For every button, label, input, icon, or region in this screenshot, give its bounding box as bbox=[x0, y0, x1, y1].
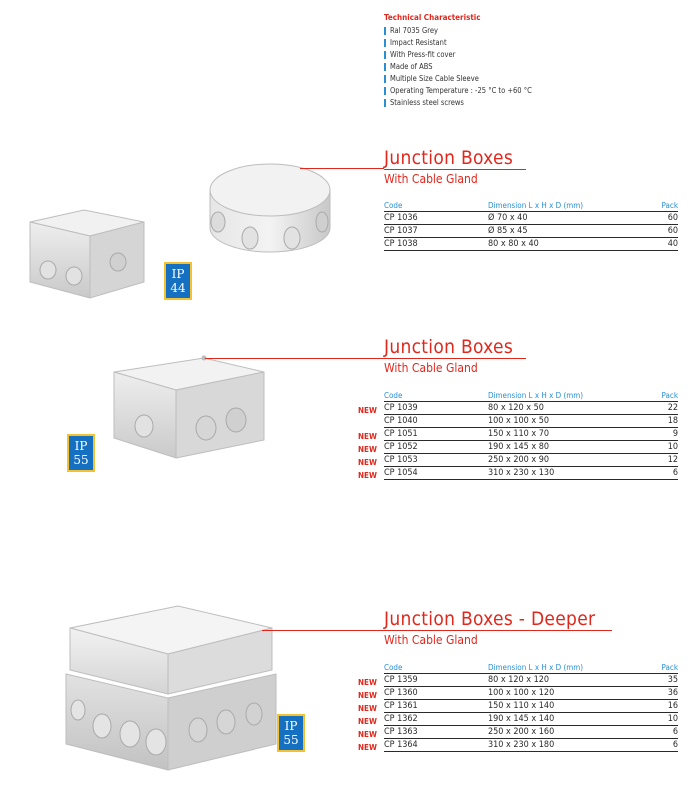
table-row bbox=[384, 713, 678, 726]
tech-item: Made of ABS bbox=[384, 61, 684, 73]
table-header-row bbox=[384, 200, 678, 212]
table-row bbox=[384, 454, 678, 467]
cell-code: CP 1051 bbox=[384, 428, 488, 441]
tech-item: Operating Temperature : -25 °C to +60 °C bbox=[384, 85, 684, 97]
table-row bbox=[384, 700, 678, 713]
table-row bbox=[384, 402, 678, 415]
table-row bbox=[384, 467, 678, 480]
leader-line bbox=[300, 168, 384, 169]
cell-dimension: 150 x 110 x 140 bbox=[488, 700, 638, 713]
badge-bottom: 55 bbox=[73, 453, 89, 467]
cell-dimension: 310 x 230 x 130 bbox=[488, 467, 638, 480]
leader-line bbox=[262, 630, 384, 631]
table-row bbox=[384, 739, 678, 752]
cell-pack: 10 bbox=[638, 441, 678, 454]
technical-characteristics bbox=[384, 12, 684, 109]
table-row bbox=[384, 428, 678, 441]
ip55-badge-icon bbox=[67, 434, 95, 472]
header-code: Code bbox=[384, 662, 488, 674]
cell-code: CP 1036 bbox=[384, 212, 488, 225]
new-badge: NEW bbox=[358, 432, 377, 441]
cell-pack: 18 bbox=[638, 415, 678, 428]
cell-pack: 60 bbox=[638, 225, 678, 238]
table-row bbox=[384, 415, 678, 428]
ip44-badge-icon bbox=[164, 262, 192, 300]
table-row bbox=[384, 238, 678, 251]
table-row bbox=[384, 225, 678, 238]
cell-code: CP 1053 bbox=[384, 454, 488, 467]
new-badge: NEW bbox=[358, 445, 377, 454]
cell-pack: 36 bbox=[638, 687, 678, 700]
new-badge: NEW bbox=[358, 743, 377, 752]
header-pack: Pack bbox=[638, 390, 678, 402]
header-dimension: Dimension L x H x D (mm) bbox=[488, 200, 638, 212]
header-pack: Pack bbox=[638, 200, 678, 212]
cell-code: CP 1363 bbox=[384, 726, 488, 739]
cell-dimension: 250 x 200 x 90 bbox=[488, 454, 638, 467]
cell-code: CP 1362 bbox=[384, 713, 488, 726]
cell-dimension: Ø 70 x 40 bbox=[488, 212, 638, 225]
cell-pack: 10 bbox=[638, 713, 678, 726]
new-markers bbox=[358, 676, 382, 754]
cell-dimension: 150 x 110 x 70 bbox=[488, 428, 638, 441]
cell-pack: 22 bbox=[638, 402, 678, 415]
deep-junction-box-image bbox=[58, 598, 284, 778]
cell-pack: 6 bbox=[638, 726, 678, 739]
cell-pack: 9 bbox=[638, 428, 678, 441]
cell-pack: 6 bbox=[638, 467, 678, 480]
spec-table bbox=[384, 200, 678, 251]
cell-dimension: 80 x 120 x 120 bbox=[488, 674, 638, 687]
cell-dimension: 80 x 120 x 50 bbox=[488, 402, 638, 415]
tech-item: With Press-fit cover bbox=[384, 49, 684, 61]
cell-code: CP 1359 bbox=[384, 674, 488, 687]
cell-code: CP 1361 bbox=[384, 700, 488, 713]
table-row bbox=[384, 441, 678, 454]
cell-pack: 60 bbox=[638, 212, 678, 225]
table-row bbox=[384, 687, 678, 700]
cell-code: CP 1038 bbox=[384, 238, 488, 251]
header-code: Code bbox=[384, 200, 488, 212]
header-dimension: Dimension L x H x D (mm) bbox=[488, 390, 638, 402]
cell-code: CP 1052 bbox=[384, 441, 488, 454]
table-header-row bbox=[384, 390, 678, 402]
spec-table bbox=[384, 390, 678, 480]
new-badge: NEW bbox=[358, 717, 377, 726]
new-badge: NEW bbox=[358, 691, 377, 700]
table-header-row bbox=[384, 662, 678, 674]
tech-item: Multiple Size Cable Sleeve bbox=[384, 73, 684, 85]
tech-item: Impact Resistant bbox=[384, 37, 684, 49]
title-underline bbox=[384, 358, 526, 359]
cell-pack: 6 bbox=[638, 739, 678, 752]
cell-code: CP 1037 bbox=[384, 225, 488, 238]
new-badge: NEW bbox=[358, 704, 377, 713]
cell-dimension: 190 x 145 x 140 bbox=[488, 713, 638, 726]
section-title: Junction Boxes bbox=[384, 336, 514, 358]
cell-pack: 16 bbox=[638, 700, 678, 713]
new-badge: NEW bbox=[358, 458, 377, 467]
ip55-badge-icon bbox=[277, 714, 305, 752]
cell-code: CP 1039 bbox=[384, 402, 488, 415]
cell-pack: 35 bbox=[638, 674, 678, 687]
cell-code: CP 1040 bbox=[384, 415, 488, 428]
section-subtitle: With Cable Gland bbox=[384, 633, 478, 647]
table-row bbox=[384, 212, 678, 225]
new-badge bbox=[358, 417, 382, 430]
cell-pack: 12 bbox=[638, 454, 678, 467]
header-pack: Pack bbox=[638, 662, 678, 674]
tech-title: Technical Characteristic bbox=[384, 13, 481, 22]
cell-pack: 40 bbox=[638, 238, 678, 251]
new-markers bbox=[358, 404, 382, 482]
new-badge: NEW bbox=[358, 730, 377, 739]
badge-top: IP bbox=[284, 719, 298, 733]
badge-top: IP bbox=[171, 267, 185, 281]
cell-dimension: 100 x 100 x 120 bbox=[488, 687, 638, 700]
section-title: Junction Boxes bbox=[384, 147, 514, 169]
cell-dimension: Ø 85 x 45 bbox=[488, 225, 638, 238]
header-code: Code bbox=[384, 390, 488, 402]
badge-bottom: 44 bbox=[170, 281, 186, 295]
cell-dimension: 190 x 145 x 80 bbox=[488, 441, 638, 454]
cell-code: CP 1364 bbox=[384, 739, 488, 752]
square-junction-box-image bbox=[22, 200, 154, 305]
table-row bbox=[384, 674, 678, 687]
tech-item: Stainless steel screws bbox=[384, 97, 684, 109]
cell-dimension: 100 x 100 x 50 bbox=[488, 415, 638, 428]
badge-bottom: 55 bbox=[283, 733, 299, 747]
new-badge: NEW bbox=[358, 678, 377, 687]
cell-dimension: 80 x 80 x 40 bbox=[488, 238, 638, 251]
table-row bbox=[384, 726, 678, 739]
title-underline bbox=[384, 169, 526, 170]
section-subtitle: With Cable Gland bbox=[384, 361, 478, 375]
cell-dimension: 250 x 200 x 160 bbox=[488, 726, 638, 739]
section-subtitle: With Cable Gland bbox=[384, 172, 478, 186]
tech-item: Ral 7035 Grey bbox=[384, 25, 684, 37]
badge-top: IP bbox=[74, 439, 88, 453]
title-underline bbox=[384, 630, 612, 631]
spec-table bbox=[384, 662, 678, 752]
section-title: Junction Boxes - Deeper bbox=[384, 608, 596, 630]
new-badge: NEW bbox=[358, 471, 377, 480]
header-dimension: Dimension L x H x D (mm) bbox=[488, 662, 638, 674]
cell-code: CP 1360 bbox=[384, 687, 488, 700]
leader-line bbox=[205, 358, 384, 359]
square-junction-box-image bbox=[108, 352, 270, 464]
cell-dimension: 310 x 230 x 180 bbox=[488, 739, 638, 752]
new-badge: NEW bbox=[358, 406, 377, 415]
cell-code: CP 1054 bbox=[384, 467, 488, 480]
